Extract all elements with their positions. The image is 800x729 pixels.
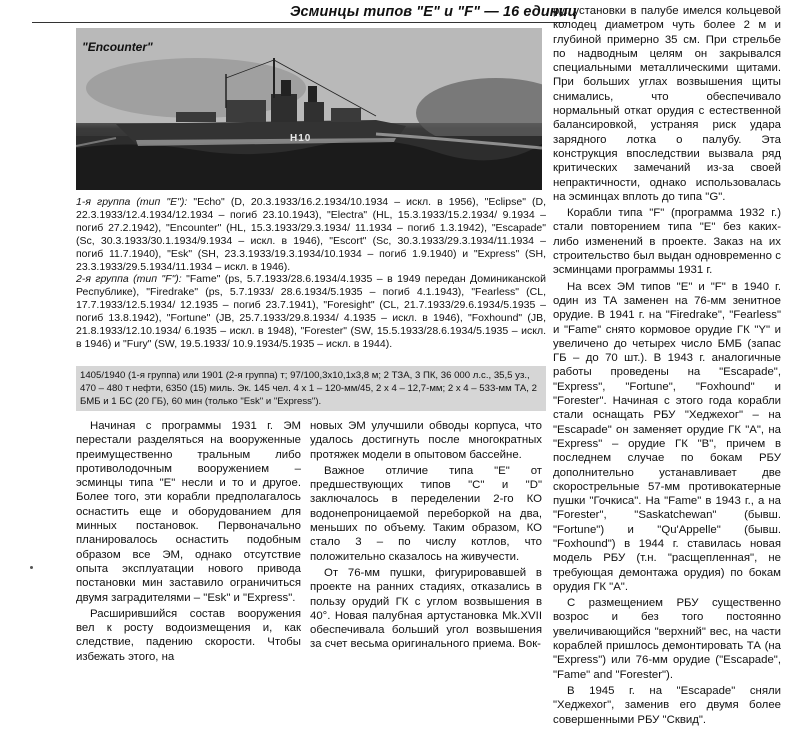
paragraph: От 76-мм пушки, фигурировавшей в проекте на ранних стадиях, отказались в пользу орудий ГК с углом возвышения в 40°. Новая палубная артустановка Mk.XVII обеспечивала больший угол возвышения за счет весьма оригинального приема. Вок-: [310, 566, 542, 651]
ships-list: [76, 196, 546, 351]
text-column-left: [76, 419, 301, 666]
paragraph: новых ЭМ улучшили обводы корпуса, что удалось достигнуть после многократных протяжек модели в опытовом бассейне.: [310, 420, 542, 461]
hull-number: H10: [290, 133, 312, 144]
paragraph: С размещением РБУ существенно возрос и без того постоянно увеличивающийся "верхний" вес, на части кораблей пришлось демонтировать ТА (на "Express") или 76-мм орудие ("Escapade", "Fame" and "Forester").: [553, 597, 781, 681]
paragraph: Начиная с программы 1931 г. ЭМ перестали разделяться на вооруженные преимущественно тральным либо противолодочным вооружением – эсминцы типа "E" несли и то и другое. Более того, эти корабли предполагалось оснастить еще и оборудованием для минных постановок. Первоначально планировалось оснастить подобным образом все ЭМ, однако отсутствие опыта эксплуатации нового привода постановки мин заставило ограничиться двумя заградителями – "Esk" и "Express".: [76, 420, 301, 604]
group1-label: 1-я группа (тип "E"):: [76, 196, 188, 208]
specifications-box: 1405/1940 (1-я группа) или 1901 (2-я группа) т; 97/100,3x10,1x3,8 м; 2 ТЗА, 3 ПК, 36 000 л.с., 35,5 уз., 470 – 480 т нефти, 6350 (15) миль. Эк. 145 чел. 4 х 1 – 120-мм/45, 2 х 4 – 12,7-мм; 2 х 4 – 533-мм ТА, 2 БМБ и 1 БС (20 ГБ), 60 мин (только "Esk" и "Express").: [76, 366, 546, 411]
group2-text: "Fame" (ps, 5.7.1933/28.6.1934/4.1935 – в 1949 передан Доминиканской Республике), "Firedrake" (ps, 5.7.1933/ 28.6.1934/5.1935 – погиб 4.1.1943), "Fearless" (CL, 17.7.1933/12.5.1934/ 12.1935 – погиб 23.7.1941), "Foresight" (CL, 21.7.1933/29.6.1934/5.1935 – погиб 13.8.1942), "Fortune" (JB, 25.7.1933/29.8.1934/ 4.1935 – искл. в 1946), "Foxhound" (JB, 21.8.1933/12.10.1934/ 6.1935 – искл. в 1948), "Forester" (SW, 15.5.1933/28.6.1934/5.1935 – искл. в 1946) и "Fury" (SW, 19.5.1933/ 10.9.1934/5.1935 – искл. в 1944).: [76, 273, 546, 350]
paragraph: Расширившийся состав вооружения вел к росту водоизмещения и, как следствие, падению скорости. Чтобы избежать этого, на: [76, 607, 301, 663]
paragraph: руг установки в палубе имелся кольцевой колодец диаметром чуть более 2 м и глубиной примерно 35 см. При стрельбе по надводным целям он закрывался специальными металлическими щитами. При больших углах возвышения щиты снимались, что обеспечивало нормальный откат орудия с естественной балансировкой, устраняя риск удара зарядного лотка о палубу. Эта конструкция впоследствии вызвала ряд критических замечаний из-за своей непрактичности, однако использовалась на эсминцах вплоть до типа "G".: [553, 5, 781, 203]
ship-photo: [76, 28, 542, 190]
group1-text: "Echo" (D, 20.3.1933/16.2.1934/10.1934 – искл. в 1956), "Eclipse" (D, 22.3.1933/12.4.1934/12.1934 – погиб 23.10.1943), "Electra" (HL, 15.3.1933/15.2.1934/ 9.1934 – погиб 27.2.1942), "Encounter" (HL, 15.3.1933/29.3.1934/ 11.1934 – погиб 1.3.1942), "Escapade" (Sc, 30.3.1933/30.1.1934/9.1934 – искл. в 1946), "Escort" (Sc, 30.3.1933/29.3.1934/11.1934 – погиб 11.7.1940), "Esk" (SH, 23.3.1933/19.3.1934/10.1934 – погиб 1.9.1940) и "Express" (SH, 23.3.1933/29.5.1934/11.1934 – искл. в 1946).: [76, 196, 547, 273]
scan-mark: [30, 566, 33, 569]
group2-label: 2-я группа (тип "F"):: [76, 273, 182, 286]
paragraph: На всех ЭМ типов "E" и "F" в 1940 г. один из ТА заменен на 76-мм зенитное орудие. В 1941 г. на "Firedrake", "Fearless" и "Fame" снято кормовое орудие ГК "Y" и увеличено до четырех число БМБ (запас ГБ – до 70 шт.). В 1943 г. аналогичные работы проведены на "Escapade", "Express", "Fortune", "Foxhound" и "Forester". Начиная с этого года корабли стали оснащать РБУ "Хеджехог" – на "Escapade" он заменяет орудие ГК "A", на "Express" – орудие ГК "B", причем в последнем случае по бокам РБУ дополнительно устанавливает две скорострельные 57-мм противокатерные пушки "Гочкиса". На "Fame" в 1943 г., а на "Forester", "Saskatchewan" (бывш. "Fortune") и "Qu'Appelle" (бывш. "Foxhound") в 1944 г. ставилась новая модель РБУ (т.н. "расщепленная", не требующая демонтажа орудия) по бокам орудия ГК "A".: [553, 280, 781, 593]
group1-entry: [76, 196, 546, 273]
photo-caption: "Encounter": [82, 40, 153, 54]
text-column-right: [553, 4, 781, 729]
paragraph: Корабли типа "F" (программа 1932 г.) стали повторением типа "E" без каких-либо изменений в проекте. Заказ на их строительство был выдан одновременно с эсминцами программы 1931 г.: [553, 207, 781, 277]
paragraph: Важное отличие типа "E" от предшествующих типов "C" и "D" заключалось в переделении 2-го КО водонепроницаемой переборкой на два, меньших по объему. Таким образом, КО стало 3 – по числу котлов, что положительно сказалось на живучести.: [310, 464, 542, 563]
paragraph: В 1945 г. на "Escapade" сняли "Хеджехог", заменив его двумя более совершенными РБУ "Сквид".: [553, 684, 781, 726]
page-title: Эсминцы типов "E" и "F" — 16 единиц: [290, 4, 578, 20]
group2-entry: [76, 273, 546, 350]
text-column-middle: [310, 419, 542, 654]
header-rule: [32, 22, 567, 23]
